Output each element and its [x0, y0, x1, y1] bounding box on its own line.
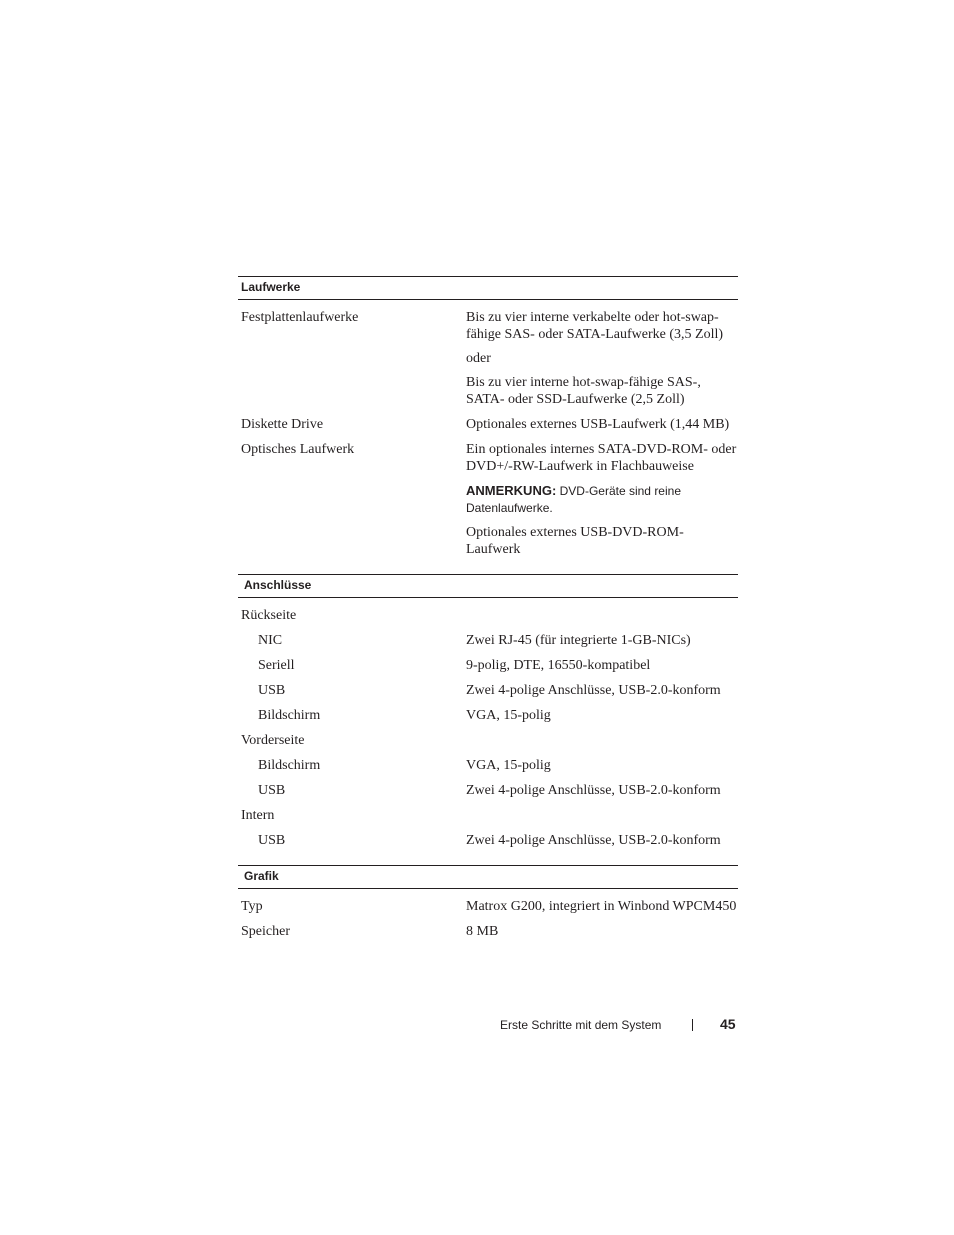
spec-value: Zwei 4-polige Anschlüsse, USB-2.0-konform — [466, 683, 721, 698]
group-label: Intern — [241, 808, 275, 823]
note — [466, 482, 738, 517]
group-label: Vorderseite — [241, 733, 305, 748]
spec-row-optisch — [238, 441, 738, 558]
spec-value: VGA, 15-polig — [466, 758, 551, 773]
spec-label: Speicher — [241, 924, 290, 939]
spec-value: 9-polig, DTE, 16550-kompatibel — [466, 658, 651, 673]
spec-label: Typ — [241, 899, 263, 914]
spec-label: Optisches Laufwerk — [241, 442, 355, 457]
spec-label: USB — [258, 683, 286, 698]
spec-value-line: oder — [466, 351, 491, 366]
section-rows-grafik — [238, 898, 738, 940]
spec-row-festplatten — [238, 309, 738, 408]
spec-row-nic — [238, 632, 738, 649]
spec-row-bildschirm — [238, 707, 738, 724]
spec-value-line: Bis zu vier interne hot-swap-fähige SAS-, SATA- oder SSD-Laufwerke (2,5 Zoll) — [466, 375, 701, 407]
spec-row-intern-usb — [238, 832, 738, 849]
section-rows-anschluesse — [238, 607, 738, 849]
group-row-vorderseite — [238, 732, 738, 749]
spec-row-usb — [238, 682, 738, 699]
spec-value: Optionales externes USB-Laufwerk (1,44 MB) — [466, 417, 730, 432]
spec-label: Seriell — [258, 658, 295, 673]
spec-value — [466, 441, 738, 558]
spec-row-front-bildschirm — [238, 757, 738, 774]
group-label: Rückseite — [241, 608, 297, 623]
page-number: 45 — [720, 1016, 736, 1032]
spec-value-line: Optionales externes USB-DVD-ROM-Laufwerk — [466, 525, 684, 557]
section-header-laufwerke: Laufwerke — [238, 276, 738, 300]
note-text: DVD-Geräte sind reine Datenlaufwerke. — [466, 484, 681, 515]
spec-row-seriell — [238, 657, 738, 674]
spec-value-line: Bis zu vier interne verkabelte oder hot-swap-fähige SAS- oder SATA-Laufwerke (3,5 Zoll) — [466, 310, 724, 342]
footer-title: Erste Schritte mit dem System — [500, 1018, 662, 1032]
spec-label: NIC — [258, 633, 283, 648]
spec-label: USB — [258, 833, 286, 848]
spec-label: Bildschirm — [258, 708, 321, 723]
spec-value — [466, 309, 738, 408]
spec-value: Matrox G200, integriert in Winbond WPCM450 — [466, 899, 737, 914]
spec-label: Bildschirm — [258, 758, 321, 773]
section-header-grafik: Grafik — [238, 865, 738, 889]
spec-label: Festplattenlaufwerke — [241, 310, 359, 325]
section-rows-laufwerke — [238, 309, 738, 558]
spec-value: Zwei 4-polige Anschlüsse, USB-2.0-konform — [466, 833, 721, 848]
section-header-anschluesse: Anschlüsse — [238, 574, 738, 598]
spec-row-front-usb — [238, 782, 738, 799]
spec-value: Zwei 4-polige Anschlüsse, USB-2.0-konform — [466, 783, 721, 798]
group-row-intern — [238, 807, 738, 824]
group-row-rueckseite — [238, 607, 738, 624]
footer-separator — [692, 1019, 693, 1031]
spec-table — [238, 276, 738, 940]
spec-label: Diskette Drive — [241, 417, 324, 432]
spec-value: VGA, 15-polig — [466, 708, 551, 723]
spec-row-typ — [238, 898, 738, 915]
spec-value-line: Ein optionales internes SATA-DVD-ROM- oder DVD+/-RW-Laufwerk in Flachbauweise — [466, 442, 737, 474]
spec-value: Zwei RJ-45 (für integrierte 1-GB-NICs) — [466, 633, 691, 648]
spec-value: 8 MB — [466, 924, 499, 939]
spec-row-diskette — [238, 416, 738, 433]
spec-label: USB — [258, 783, 286, 798]
note-label: ANMERKUNG: — [466, 483, 557, 498]
spec-row-speicher — [238, 923, 738, 940]
